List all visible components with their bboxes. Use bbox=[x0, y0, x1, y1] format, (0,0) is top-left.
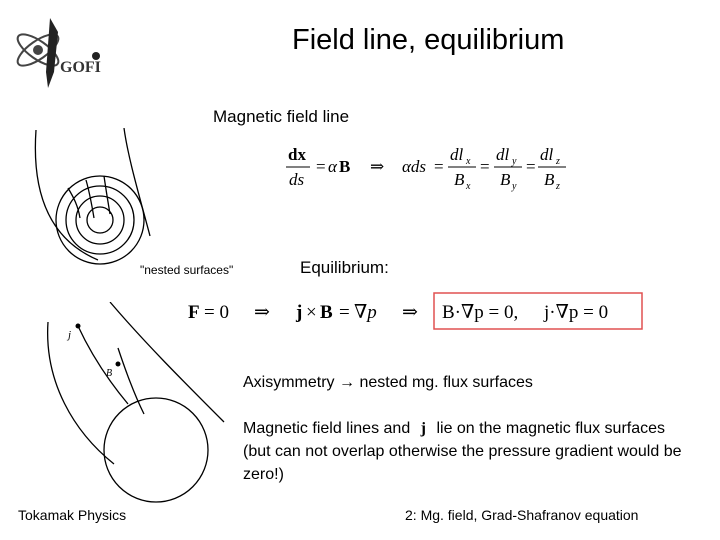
current-line bbox=[78, 326, 128, 404]
eq-By-sub: y bbox=[512, 181, 517, 192]
section-heading-equilibrium: Equilibrium: bbox=[300, 258, 389, 277]
eq-Bx: B bbox=[454, 170, 465, 189]
eq-F: F bbox=[188, 302, 200, 323]
B-point bbox=[116, 362, 121, 367]
flux-tube-outer-right bbox=[124, 128, 150, 236]
eq-j: j bbox=[296, 302, 303, 323]
eq-equals-4: = bbox=[526, 157, 536, 176]
paragraph-j-symbol: j bbox=[420, 420, 426, 437]
eq-equals-3: = bbox=[480, 157, 490, 176]
paragraph-part2: lie on the magnetic flux surfaces (but can not overlap otherwise the pressure gradient would be zero!) bbox=[243, 420, 682, 483]
eq-equals-5: = bbox=[339, 302, 350, 323]
flux-tube-figure bbox=[34, 302, 240, 504]
eq-dlz-sub: z bbox=[556, 156, 560, 167]
label-j: j bbox=[68, 329, 72, 341]
nested-surfaces-figure bbox=[28, 128, 158, 268]
eq-Bz-sub: z bbox=[556, 181, 560, 192]
eq-implies-1: ⇒ bbox=[370, 157, 385, 176]
eq-Bx-sub: x bbox=[466, 181, 471, 192]
footer-course-title: Tokamak Physics bbox=[18, 507, 127, 523]
eq-dlx: dl bbox=[450, 145, 464, 164]
eq-By: B bbox=[500, 170, 511, 189]
j-point bbox=[76, 324, 81, 329]
tube-right-edge bbox=[110, 302, 224, 422]
axisymmetry-prefix: Axisymmetry bbox=[243, 374, 335, 391]
eq-implies-3: ⇒ bbox=[402, 302, 418, 323]
slide-title: Field line, equilibrium bbox=[292, 24, 565, 56]
eq-alpha-ds: αds bbox=[402, 157, 427, 176]
eq-times: × bbox=[306, 302, 317, 323]
eq-ds: ds bbox=[289, 170, 305, 189]
eq-dlx-sub: x bbox=[466, 156, 471, 167]
eq-dly: dl bbox=[496, 145, 510, 164]
eq-F-zero: = 0 bbox=[204, 302, 229, 323]
eq-nabla-p: ∇p bbox=[354, 302, 377, 323]
axisymmetry-suffix: nested mg. flux surfaces bbox=[359, 374, 533, 391]
axisymmetry-statement bbox=[243, 371, 533, 394]
eq-B-eq: B bbox=[320, 302, 333, 323]
eq-Bz: B bbox=[544, 170, 555, 189]
eq-dly-sub: y bbox=[512, 156, 517, 167]
eq-B-dot-grad-p: B·∇p = 0, bbox=[442, 302, 519, 323]
eq-equals-1: = bbox=[316, 157, 326, 176]
eq-j-dot-grad-p: j·∇p = 0 bbox=[544, 302, 609, 323]
flux-surface-3 bbox=[76, 196, 124, 244]
arrow-right-icon: → bbox=[339, 374, 356, 391]
equilibrium-equation bbox=[184, 292, 646, 332]
label-B: B bbox=[106, 368, 113, 379]
eq-dlz: dl bbox=[540, 145, 554, 164]
eq-implies-2: ⇒ bbox=[254, 302, 270, 323]
nested-surfaces-label: "nested surfaces" bbox=[140, 263, 234, 277]
flux-surface-paragraph bbox=[243, 417, 683, 486]
eq-equals-2: = bbox=[434, 157, 444, 176]
flux-tube-cross-section bbox=[104, 398, 208, 502]
logo-text: GOFI bbox=[60, 59, 101, 76]
eq-dx: dx bbox=[288, 145, 306, 164]
section-heading-field-line: Magnetic field line bbox=[213, 107, 350, 126]
institute-logo bbox=[8, 12, 103, 92]
sword-icon bbox=[46, 18, 58, 88]
paragraph-part1: Magnetic field lines and bbox=[243, 420, 411, 437]
eq-B: B bbox=[339, 157, 351, 176]
field-line-1 bbox=[68, 188, 80, 218]
footer-chapter-title: 2: Mg. field, Grad-Shafranov equation bbox=[405, 507, 639, 523]
eq-alpha: α bbox=[328, 157, 337, 176]
field-line-equation bbox=[282, 140, 572, 198]
